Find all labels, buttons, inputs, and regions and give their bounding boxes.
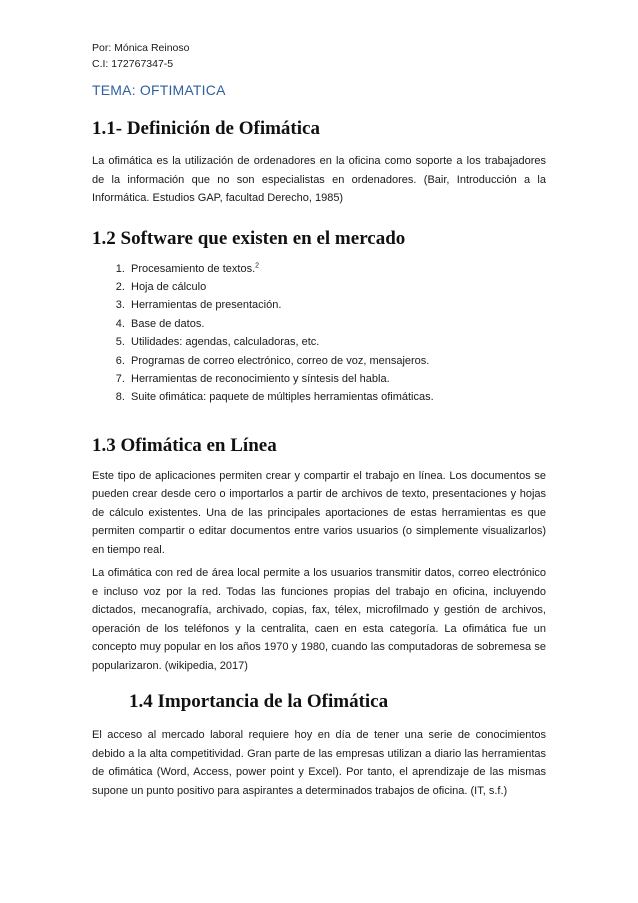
footnote-mark: 2: [255, 261, 260, 269]
list-item: 6. Programas de correo electrónico, correo de voz, mensajeros.: [128, 352, 546, 370]
list-item: 4. Base de datos.: [128, 315, 546, 333]
topic-title: TEMA: OFTIMATICA: [92, 82, 226, 98]
paragraph-definicion: La ofimática es la utilización de ordenadores en la oficina como soporte a los trabajadores de la información que no son especialistas en ordenadores. (Bair, Introducción a la Informática. Estudios GAP, facultad Derecho, 1985): [92, 155, 546, 204]
heading-ofimatica-linea: 1.3 Ofimática en Línea: [92, 434, 277, 456]
list-item: 1. Procesamiento de textos.$^2$: [128, 260, 546, 278]
list-item: 8. Suite ofimática: paquete de múltiples herramientas ofimáticas.: [128, 388, 546, 406]
paragraph-ofimatica-linea-2: La ofimática con red de área local permite a los usuarios transmitir datos, correo electrónico e incluso voz por la red. Todas las funciones propias del trabajo en oficina, incluyendo dictados, mecanografía, archivado, copias, fax, télex, microfilmado y gestión de archivos, operación de los teléfonos y la centralita, caen en esta categoría. La ofimática fue un concepto muy popular en los años 1970 y 1980, cuando las computadoras de sobremesa se popularizaron. (wikipedia, 2017): [92, 567, 546, 672]
heading-definicion: 1.1- Definición de Ofimática: [92, 118, 320, 139]
list-item: 5. Utilidades: agendas, calculadoras, etc.: [128, 333, 546, 351]
software-list: [92, 260, 546, 407]
author-line: Por: Mónica Reinoso: [92, 42, 190, 54]
heading-software: 1.2 Software que existen en el mercado: [92, 227, 406, 249]
heading-importancia: 1.4 Importancia de la Ofimática: [129, 691, 389, 713]
list-item: 7. Herramientas de reconocimiento y síntesis del habla.: [128, 370, 546, 388]
paragraph-importancia: El acceso al mercado laboral requiere hoy en día de tener una serie de conocimientos debido a la alta competitividad. Gran parte de las empresas utilizan a diario las herramientas de ofimática (Word, Access, power point y Excel). Por tanto, el aprendizaje de las mismas supone un punto positivo para aspirantes a determinados trabajos de oficina. (IT, s.f.): [92, 729, 546, 797]
list-item: 2. Hoja de cálculo: [128, 278, 546, 296]
paragraph-ofimatica-linea-1: Este tipo de aplicaciones permiten crear y compartir el trabajo en línea. Los documentos se pueden crear desde cero o importarlos a partir de archivos de texto, presentaciones y hojas de cálculo existentes. Una de las principales aportaciones de estas herramientas es que permiten compartir o editar documentos entre varios usuarios (o simplemente visualizarlos) en tiempo real.: [92, 469, 546, 556]
list-item: 3. Herramientas de presentación.: [128, 296, 546, 314]
ci-line: C.I: 172767347-5: [92, 58, 174, 70]
